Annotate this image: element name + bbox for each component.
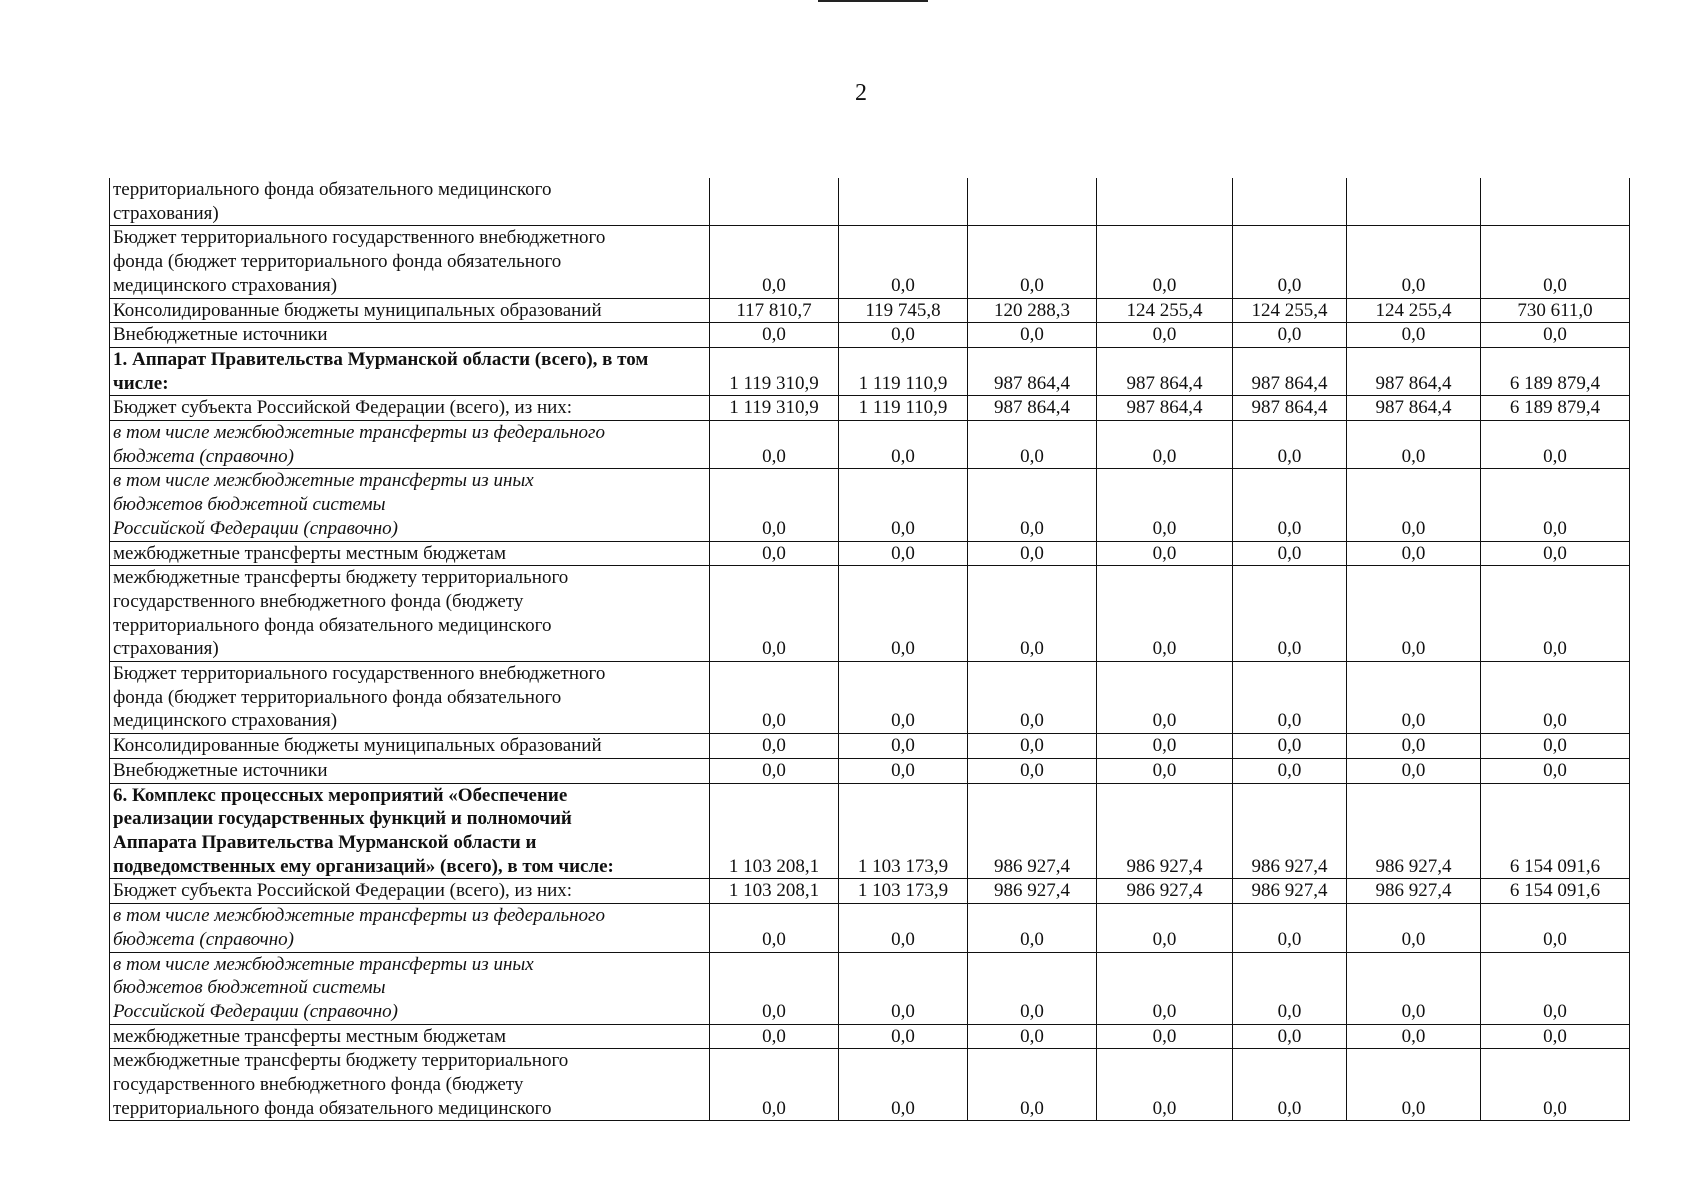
value-cell: 0,0 — [839, 1049, 968, 1121]
table-row — [110, 347, 1630, 395]
table-row — [110, 226, 1630, 298]
row-label-line: межбюджетные трансферты местным бюджетам — [113, 542, 506, 564]
value-cell: 0,0 — [1097, 662, 1233, 734]
value-cell: 986 927,4 — [1347, 879, 1481, 904]
value-cell: 987 864,4 — [1097, 347, 1233, 395]
value-cell: 0,0 — [1481, 952, 1630, 1024]
value-cell: 0,0 — [1347, 323, 1481, 348]
value-cell: 1 119 110,9 — [839, 396, 968, 421]
value-cell: 0,0 — [968, 469, 1097, 541]
value-cell: 0,0 — [1347, 566, 1481, 662]
value-cell: 986 927,4 — [968, 783, 1097, 879]
value-cell: 0,0 — [1097, 1049, 1233, 1121]
value-cell: 0,0 — [1097, 541, 1233, 566]
value-cell: 0,0 — [1347, 421, 1481, 469]
row-label-line: медицинского страхования) — [113, 274, 338, 296]
value-cell: 987 864,4 — [1347, 396, 1481, 421]
value-cell: 6 154 091,6 — [1481, 879, 1630, 904]
table-row — [110, 298, 1630, 323]
row-label — [110, 323, 710, 348]
value-cell: 987 864,4 — [1233, 396, 1347, 421]
value-cell: 986 927,4 — [1097, 879, 1233, 904]
value-cell: 0,0 — [1097, 323, 1233, 348]
value-cell: 0,0 — [1481, 541, 1630, 566]
value-cell: 987 864,4 — [1233, 347, 1347, 395]
value-cell: 0,0 — [1233, 904, 1347, 952]
value-cell: 1 119 110,9 — [839, 347, 968, 395]
value-cell: 986 927,4 — [1097, 783, 1233, 879]
table-row — [110, 734, 1630, 759]
value-cell: 0,0 — [839, 952, 968, 1024]
value-cell: 0,0 — [1233, 662, 1347, 734]
table-row — [110, 541, 1630, 566]
value-cell: 0,0 — [968, 226, 1097, 298]
row-label-line: подведомственных ему организаций» (всего), в том числе: — [113, 855, 614, 877]
row-label — [110, 396, 710, 421]
value-cell: 0,0 — [1097, 904, 1233, 952]
value-cell: 0,0 — [839, 226, 968, 298]
value-cell: 0,0 — [1481, 758, 1630, 783]
value-cell: 0,0 — [710, 1049, 839, 1121]
value-cell: 0,0 — [1233, 541, 1347, 566]
table-body — [110, 178, 1630, 1121]
row-label-line: Бюджет территориального государственного внебюджетного — [113, 663, 606, 685]
row-label — [110, 904, 710, 952]
top-rule — [818, 0, 928, 2]
value-cell: 986 927,4 — [1233, 783, 1347, 879]
table-row — [110, 566, 1630, 662]
value-cell: 0,0 — [1347, 758, 1481, 783]
value-cell — [968, 178, 1097, 226]
value-cell: 987 864,4 — [968, 347, 1097, 395]
value-cell: 0,0 — [839, 758, 968, 783]
row-label — [110, 421, 710, 469]
value-cell: 0,0 — [1347, 469, 1481, 541]
row-label-line: в том числе межбюджетные трансферты из иных — [113, 953, 534, 975]
value-cell: 0,0 — [710, 662, 839, 734]
row-label-line: межбюджетные трансферты бюджету территориального — [113, 567, 569, 589]
value-cell: 0,0 — [839, 566, 968, 662]
value-cell: 0,0 — [1097, 758, 1233, 783]
value-cell: 987 864,4 — [1097, 396, 1233, 421]
table-row — [110, 1024, 1630, 1049]
value-cell: 119 745,8 — [839, 298, 968, 323]
value-cell: 730 611,0 — [1481, 298, 1630, 323]
value-cell: 0,0 — [1481, 904, 1630, 952]
value-cell: 0,0 — [839, 323, 968, 348]
row-label-line: бюджета (справочно) — [113, 445, 294, 467]
value-cell — [1233, 178, 1347, 226]
value-cell: 0,0 — [1481, 469, 1630, 541]
row-label-line: бюджетов бюджетной системы — [113, 494, 386, 516]
value-cell: 0,0 — [839, 662, 968, 734]
value-cell: 0,0 — [839, 1024, 968, 1049]
value-cell: 987 864,4 — [1347, 347, 1481, 395]
value-cell: 0,0 — [968, 662, 1097, 734]
value-cell: 0,0 — [839, 469, 968, 541]
row-label-line: межбюджетные трансферты бюджету территориального — [113, 1050, 569, 1072]
row-label — [110, 469, 710, 541]
row-label — [110, 178, 710, 226]
value-cell: 1 119 310,9 — [710, 347, 839, 395]
row-label-line: территориального фонда обязательного медицинского — [113, 614, 552, 636]
value-cell: 0,0 — [1347, 662, 1481, 734]
row-label — [110, 734, 710, 759]
value-cell: 0,0 — [1481, 1049, 1630, 1121]
row-label-line: числе: — [113, 372, 169, 394]
value-cell: 0,0 — [839, 904, 968, 952]
value-cell: 0,0 — [968, 1049, 1097, 1121]
row-label-line: межбюджетные трансферты местным бюджетам — [113, 1025, 506, 1047]
value-cell: 0,0 — [710, 541, 839, 566]
value-cell: 0,0 — [839, 734, 968, 759]
value-cell: 1 103 173,9 — [839, 783, 968, 879]
row-label-line: в том числе межбюджетные трансферты из федерального — [113, 422, 605, 444]
value-cell: 0,0 — [968, 566, 1097, 662]
row-label-line: 1. Аппарат Правительства Мурманской области (всего), в том — [113, 348, 649, 370]
value-cell — [710, 178, 839, 226]
value-cell: 0,0 — [1481, 734, 1630, 759]
row-label — [110, 952, 710, 1024]
value-cell: 0,0 — [710, 566, 839, 662]
value-cell: 6 189 879,4 — [1481, 347, 1630, 395]
row-label-line: Внебюджетные источники — [113, 759, 328, 781]
value-cell: 0,0 — [1097, 952, 1233, 1024]
row-label-line: Консолидированные бюджеты муниципальных образований — [113, 299, 602, 321]
value-cell: 0,0 — [1347, 1049, 1481, 1121]
row-label-line: территориального фонда обязательного медицинского — [113, 1097, 552, 1119]
value-cell: 0,0 — [968, 541, 1097, 566]
value-cell: 120 288,3 — [968, 298, 1097, 323]
value-cell: 0,0 — [1347, 541, 1481, 566]
row-label-line: фонда (бюджет территориального фонда обязательного — [113, 686, 562, 708]
row-label-line: фонда (бюджет территориального фонда обязательного — [113, 251, 562, 273]
table-row — [110, 178, 1630, 226]
row-label-line: Бюджет территориального государственного внебюджетного — [113, 227, 606, 249]
value-cell: 986 927,4 — [968, 879, 1097, 904]
value-cell — [839, 178, 968, 226]
value-cell: 1 119 310,9 — [710, 396, 839, 421]
row-label — [110, 298, 710, 323]
value-cell: 0,0 — [1233, 1049, 1347, 1121]
value-cell: 0,0 — [1097, 734, 1233, 759]
value-cell: 0,0 — [1347, 734, 1481, 759]
value-cell: 1 103 173,9 — [839, 879, 968, 904]
value-cell: 0,0 — [968, 421, 1097, 469]
value-cell: 0,0 — [1233, 1024, 1347, 1049]
value-cell: 0,0 — [1481, 566, 1630, 662]
row-label-line: Консолидированные бюджеты муниципальных образований — [113, 735, 602, 757]
value-cell: 0,0 — [1097, 421, 1233, 469]
row-label — [110, 566, 710, 662]
value-cell: 0,0 — [1481, 1024, 1630, 1049]
value-cell: 0,0 — [1233, 421, 1347, 469]
value-cell: 0,0 — [1481, 421, 1630, 469]
value-cell: 0,0 — [1233, 323, 1347, 348]
row-label-line: страхования) — [113, 202, 219, 224]
row-label-line: страхования) — [113, 638, 219, 660]
row-label-line: в том числе межбюджетные трансферты из иных — [113, 470, 534, 492]
row-label-line: государственного внебюджетного фонда (бюджету — [113, 590, 524, 612]
value-cell: 0,0 — [968, 734, 1097, 759]
value-cell: 0,0 — [1233, 469, 1347, 541]
table-row — [110, 1049, 1630, 1121]
table-row — [110, 421, 1630, 469]
value-cell: 0,0 — [710, 734, 839, 759]
value-cell: 0,0 — [710, 421, 839, 469]
value-cell: 0,0 — [710, 226, 839, 298]
row-label — [110, 783, 710, 879]
value-cell: 0,0 — [968, 904, 1097, 952]
row-label-line: бюджета (справочно) — [113, 928, 294, 950]
row-label-line: Российской Федерации (справочно) — [113, 517, 398, 539]
value-cell: 117 810,7 — [710, 298, 839, 323]
value-cell: 0,0 — [1233, 226, 1347, 298]
row-label-line: Российской Федерации (справочно) — [113, 1000, 398, 1022]
budget-table — [109, 178, 1630, 1121]
table-row — [110, 879, 1630, 904]
table-row — [110, 323, 1630, 348]
value-cell: 1 103 208,1 — [710, 783, 839, 879]
value-cell: 0,0 — [710, 758, 839, 783]
value-cell: 0,0 — [1233, 758, 1347, 783]
value-cell: 0,0 — [710, 904, 839, 952]
table-row — [110, 952, 1630, 1024]
row-label — [110, 879, 710, 904]
value-cell: 0,0 — [1097, 566, 1233, 662]
table-row — [110, 783, 1630, 879]
value-cell: 1 103 208,1 — [710, 879, 839, 904]
row-label-line: реализации государственных функций и полномочий — [113, 808, 572, 830]
row-label — [110, 758, 710, 783]
value-cell: 0,0 — [710, 1024, 839, 1049]
value-cell: 0,0 — [1481, 662, 1630, 734]
row-label — [110, 1049, 710, 1121]
row-label-line: Аппарата Правительства Мурманской области и — [113, 831, 537, 853]
value-cell: 0,0 — [710, 952, 839, 1024]
value-cell: 0,0 — [1097, 469, 1233, 541]
value-cell: 124 255,4 — [1233, 298, 1347, 323]
row-label — [110, 347, 710, 395]
table-row — [110, 396, 1630, 421]
value-cell: 0,0 — [1481, 323, 1630, 348]
value-cell: 0,0 — [1347, 904, 1481, 952]
value-cell: 6 154 091,6 — [1481, 783, 1630, 879]
value-cell: 0,0 — [968, 1024, 1097, 1049]
value-cell — [1347, 178, 1481, 226]
value-cell — [1097, 178, 1233, 226]
value-cell: 124 255,4 — [1097, 298, 1233, 323]
value-cell: 0,0 — [1233, 952, 1347, 1024]
value-cell: 0,0 — [1347, 952, 1481, 1024]
table-row — [110, 904, 1630, 952]
row-label — [110, 662, 710, 734]
value-cell: 0,0 — [839, 421, 968, 469]
table-row — [110, 758, 1630, 783]
page-number: 2 — [855, 80, 867, 106]
table-row — [110, 662, 1630, 734]
value-cell: 986 927,4 — [1233, 879, 1347, 904]
row-label-line: 6. Комплекс процессных мероприятий «Обеспечение — [113, 784, 568, 806]
row-label-line: государственного внебюджетного фонда (бюджету — [113, 1074, 524, 1096]
value-cell — [1481, 178, 1630, 226]
value-cell: 0,0 — [1097, 226, 1233, 298]
value-cell: 6 189 879,4 — [1481, 396, 1630, 421]
row-label-line: Бюджет субъекта Российской Федерации (всего), из них: — [113, 397, 573, 419]
value-cell: 986 927,4 — [1347, 783, 1481, 879]
value-cell: 987 864,4 — [968, 396, 1097, 421]
value-cell: 0,0 — [710, 323, 839, 348]
row-label — [110, 226, 710, 298]
value-cell: 0,0 — [1481, 226, 1630, 298]
row-label-line: в том числе межбюджетные трансферты из федерального — [113, 905, 605, 927]
row-label-line: Бюджет субъекта Российской Федерации (всего), из них: — [113, 880, 573, 902]
row-label — [110, 541, 710, 566]
value-cell: 0,0 — [1233, 566, 1347, 662]
value-cell: 0,0 — [968, 323, 1097, 348]
row-label — [110, 1024, 710, 1049]
value-cell: 0,0 — [710, 469, 839, 541]
row-label-line: территориального фонда обязательного медицинского — [113, 179, 552, 200]
value-cell: 0,0 — [1233, 734, 1347, 759]
value-cell: 124 255,4 — [1347, 298, 1481, 323]
value-cell: 0,0 — [1347, 226, 1481, 298]
value-cell: 0,0 — [1097, 1024, 1233, 1049]
value-cell: 0,0 — [839, 541, 968, 566]
value-cell: 0,0 — [968, 758, 1097, 783]
value-cell: 0,0 — [968, 952, 1097, 1024]
row-label-line: медицинского страхования) — [113, 710, 338, 732]
value-cell: 0,0 — [1347, 1024, 1481, 1049]
row-label-line: Внебюджетные источники — [113, 324, 328, 346]
table-row — [110, 469, 1630, 541]
row-label-line: бюджетов бюджетной системы — [113, 977, 386, 999]
